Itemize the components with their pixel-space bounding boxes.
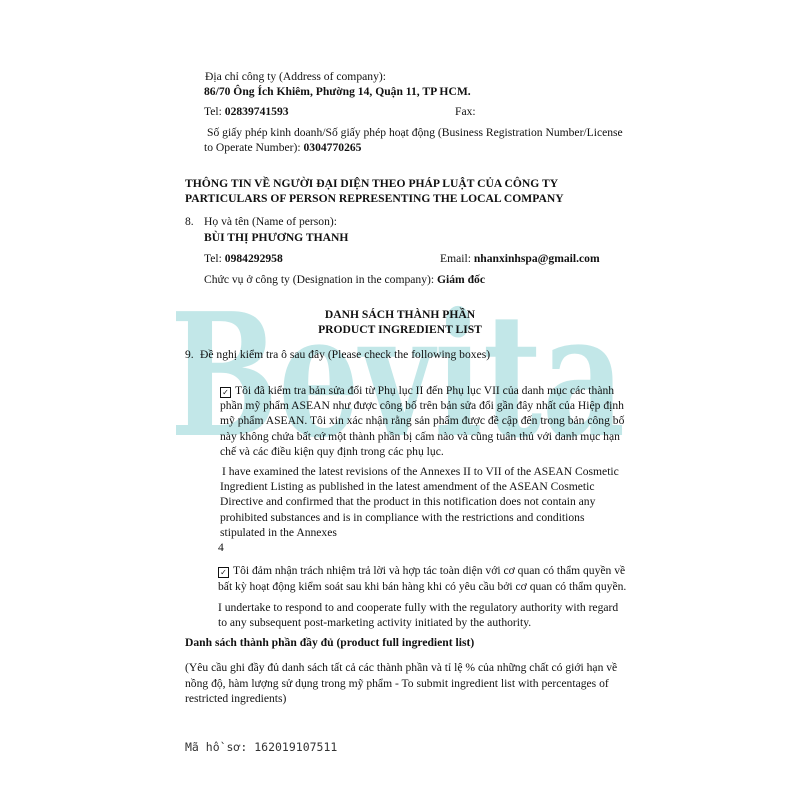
item-9-number: 9.	[185, 348, 194, 361]
full-list-note-1: (Yêu cầu ghi đầy đủ danh sách tất cả các thành phần và tỉ lệ % của những chất có giới hạn về	[185, 661, 618, 674]
check2-vi-line-2: bất kỳ hoạt động kiểm soát sau khi bán hàng khi có yêu cầu bởi cơ quan có thẩm quyền.	[218, 580, 627, 593]
check2-en-line-1: I undertake to respond to and cooperate fully with the regulatory authority with regard	[218, 601, 619, 614]
representative-heading-vi: THÔNG TIN VỀ NGƯỜI ĐẠI DIỆN THEO PHÁP LUẬT CỦA CÔNG TY	[185, 177, 559, 190]
company-tel: 02839741593	[224, 105, 289, 118]
ingredient-title-en: PRODUCT INGREDIENT LIST	[318, 323, 482, 336]
person-email: nhanxinhspa@gmail.com	[473, 252, 600, 265]
license-number: 0304770265	[303, 141, 362, 154]
person-tel-label: Tel:	[204, 252, 222, 265]
designation-label: Chức vụ ở công ty (Designation in the company):	[204, 273, 435, 286]
person-name-label: Họ và tên (Name of person):	[204, 215, 337, 228]
file-number: Mã hồ sơ: 162019107511	[185, 740, 338, 754]
stray-page-number: 4	[218, 541, 224, 554]
person-email-row	[440, 252, 600, 265]
check1-en-line-5: stipulated in the Annexes	[220, 526, 337, 539]
license-line-2	[204, 141, 361, 154]
ingredient-title-vi: DANH SÁCH THÀNH PHẦN	[324, 308, 476, 321]
person-email-label: Email:	[440, 252, 471, 265]
license-line-1: Số giấy phép kinh doanh/Số giấy phép hoạt động (Business Registration Number/License	[207, 126, 623, 139]
watermark-brand: Bevita	[170, 276, 625, 470]
representative-heading-en: PARTICULARS OF PERSON REPRESENTING THE LOCAL COMPANY	[185, 192, 564, 205]
full-list-note-2: nồng độ, hàm lượng sử dụng trong mỹ phẩm - To submit ingredient list with percentages of	[185, 677, 609, 690]
check-prompt: Đề nghị kiểm tra ô sau đây (Please check the following boxes)	[200, 348, 491, 361]
person-tel: 0984292958	[224, 252, 283, 265]
check1-vi-line-3: mỹ phẩm ASEAN. Tôi xin xác nhận rằng sản phẩm được đề cập đến trong bản công bố	[220, 414, 625, 427]
declaration-2-checkbox[interactable]: ✓	[218, 567, 229, 578]
company-fax-label: Fax:	[455, 105, 476, 118]
full-list-note-3: restricted ingredients)	[185, 692, 287, 705]
check1-vi-line-1	[220, 384, 614, 398]
check2-en-line-2: to any subsequent post-marketing activity initiated by the authority.	[218, 616, 532, 629]
designation-value: Giám đốc	[436, 273, 485, 286]
check1-vi-line-4: này không chứa bất cứ một thành phần bị cấm nào và cũng tuân thủ với danh mục hạn	[220, 430, 620, 443]
company-address: 86/70 Ông Ích Khiêm, Phường 14, Quận 11, TP HCM.	[204, 85, 471, 98]
designation-row	[204, 273, 485, 286]
company-address-label: Địa chỉ công ty (Address of company):	[205, 70, 386, 83]
check1-vi-line-2: phần mỹ phẩm ASEAN như được công bố trên bản sửa đổi gần đây nhất của Hiệp định	[220, 399, 624, 412]
item-8-number: 8.	[185, 215, 194, 228]
person-tel-row	[204, 252, 283, 265]
check1-vi-line-5: chế và các điều kiện quy định trong các phụ lục.	[220, 445, 444, 458]
check1-en-line-4: prohibited substances and is in compliance with the restrictions and conditions	[220, 511, 585, 524]
check2-vi-text-1: Tôi đảm nhận trách nhiệm trả lời và hợp tác toàn diện với cơ quan có thẩm quyền về	[233, 564, 626, 577]
declaration-1-checkbox[interactable]: ✓	[220, 387, 231, 398]
company-tel-row	[204, 105, 289, 118]
license-label: to Operate Number):	[204, 141, 301, 154]
check2-vi-line-1	[218, 564, 625, 578]
check1-vi-text-1: Tôi đã kiểm tra bản sửa đổi từ Phụ lục II đến Phụ lục VII của danh mục các thành	[235, 384, 615, 397]
person-name: BÙI THỊ PHƯƠNG THANH	[204, 231, 349, 244]
check1-en-line-3: Directive and confirmed that the product in this notification does not contain any	[220, 495, 596, 508]
check1-en-line-2: Ingredient Listing as published in the latest amendment of the ASEAN Cosmetic	[220, 480, 595, 493]
check1-en-line-1: I have examined the latest revisions of the Annexes II to VII of the ASEAN Cosmetic	[222, 465, 619, 478]
company-tel-label: Tel:	[204, 105, 222, 118]
full-list-heading: Danh sách thành phần đầy đủ (product full ingredient list)	[185, 636, 475, 649]
